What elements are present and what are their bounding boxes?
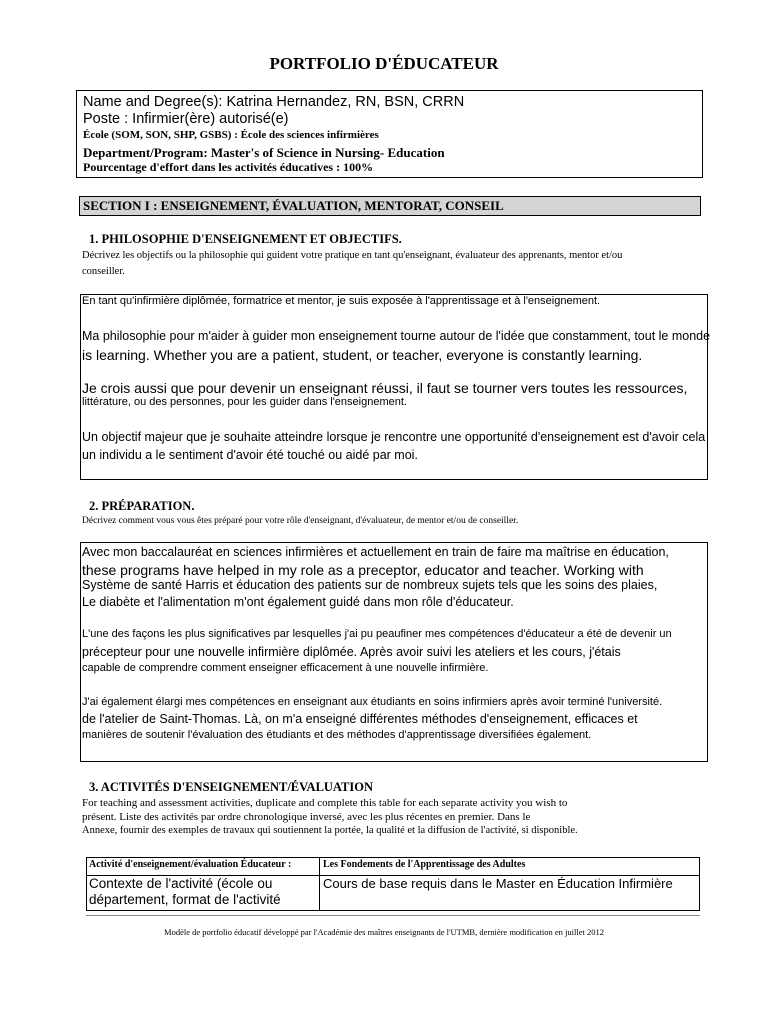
preparation-line: de l'atelier de Saint-Thomas. Là, on m'a enseigné différentes méthodes d'enseignement, efficaces et	[82, 712, 638, 726]
philosophy-line: Un objectif majeur que je souhaite atteindre lorsque je rencontre une opportunité d'enseignement est d'avoir cela	[82, 430, 706, 444]
philosophy-line: Je crois aussi que pour devenir un enseignant réussi, il faut se tourner vers toutes les ressources,	[82, 380, 688, 396]
page-title: PORTFOLIO D'ÉDUCATEUR	[269, 54, 499, 73]
table-cell-right: Cours de base requis dans le Master en Éducation Infirmière	[323, 876, 673, 891]
preparation-line: capable de comprendre comment enseigner efficacement à une nouvelle infirmière.	[82, 662, 489, 674]
preparation-line: Avec mon baccalauréat en sciences infirmières et actuellement en train de faire ma maîtrise en éducation,	[82, 545, 669, 559]
preparation-heading: 2. PRÉPARATION.	[89, 499, 195, 513]
philosophy-text-box	[80, 294, 711, 480]
preparation-text-box	[80, 542, 708, 762]
philosophy-line: Ma philosophie pour m'aider à guider mon enseignement tourne autour de l'idée que constamment, tout le monde	[82, 329, 711, 343]
preparation-line: Le diabète et l'alimentation m'ont également guidé dans mon rôle d'éducateur.	[82, 595, 514, 609]
footer-divider	[86, 915, 700, 916]
section-1-title: SECTION I : ENSEIGNEMENT, ÉVALUATION, MENTORAT, CONSEIL	[79, 196, 701, 216]
table-cell-left-line: Contexte de l'activité (école ou	[89, 876, 273, 891]
poste: Poste : Infirmier(ère) autorisé(e)	[83, 111, 289, 127]
activities-instructions-3: Annexe, fournir des exemples de travaux qui soutiennent la portée, la qualité et la diffusion de l'activité, si disponible.	[82, 825, 578, 836]
preparation-line: these programs have helped in my role as a preceptor, educator and teacher. Working with	[82, 562, 644, 578]
preparation-line: L'une des façons les plus significatives par lesquelles j'ai pu peaufiner mes compétences d'éducateur a été de devenir un	[82, 628, 672, 640]
philosophy-instructions-2: conseiller.	[82, 266, 125, 277]
activity-table	[86, 857, 700, 911]
department-program: Department/Program: Master's of Science in Nursing- Education	[83, 145, 445, 160]
table-cell-left-line: département, format de l'activité	[89, 892, 281, 907]
preparation-line: J'ai également élargi mes compétences en enseignant aux étudiants en soins infirmiers après avoir terminé l'université.	[82, 696, 663, 708]
page-footer: Modèle de portfolio éducatif développé par l'Académie des maîtres enseignants de l'UTMB, dernière modification en juillet 2012	[164, 927, 604, 937]
preparation-instructions: Décrivez comment vous vous êtes préparé pour votre rôle d'enseignant, d'évaluateur, de mentor et/ou de conseiller.	[82, 516, 519, 526]
philosophy-line: En tant qu'infirmière diplômée, formatrice et mentor, je suis exposée à l'apprentissage et à l'enseignement.	[82, 295, 601, 307]
philosophy-line: littérature, ou des personnes, pour les guider dans l'enseignement.	[82, 396, 407, 408]
philosophy-heading: 1. PHILOSOPHIE D'ENSEIGNEMENT ET OBJECTIFS.	[89, 232, 402, 246]
preparation-line: Système de santé Harris et éducation des patients sur de nombreux sujets tels que les soins des plaies,	[82, 578, 658, 592]
educator-info-box	[76, 90, 703, 178]
preparation-line: précepteur pour une nouvelle infirmière diplômée. Après avoir suivi les ateliers et les cours, j'étais	[82, 645, 621, 659]
philosophy-instructions-1: Décrivez les objectifs ou la philosophie qui guident votre pratique en tant qu'enseignant, évaluateur des apprenants, mentor et/ou	[82, 250, 623, 261]
philosophy-line: un individu a le sentiment d'avoir été touché ou aidé par moi.	[82, 448, 418, 462]
preparation-line: manières de soutenir l'évaluation des étudiants et des méthodes d'apprentissage diversifiées également.	[82, 729, 592, 741]
activities-instructions-2: présent. Liste des activités par ordre chronologique inversé, avec les plus récentes en premier. Dans le	[82, 811, 531, 823]
ecole: École (SOM, SON, SHP, GSBS) : École des sciences infirmières	[83, 129, 379, 141]
table-header-right: Les Fondements de l'Apprentissage des Adultes	[323, 859, 526, 870]
activities-instructions-1: For teaching and assessment activities, duplicate and complete this table for each separate activity you wish to	[82, 797, 568, 809]
activities-heading: 3. ACTIVITÉS D'ENSEIGNEMENT/ÉVALUATION	[89, 780, 373, 794]
effort-percentage: Pourcentage d'effort dans les activités éducatives : 100%	[83, 160, 374, 174]
table-header-left: Activité d'enseignement/évaluation Éducateur :	[89, 859, 292, 870]
philosophy-line: is learning. Whether you are a patient, student, or teacher, everyone is constantly learning.	[82, 347, 643, 363]
name-degrees: Name and Degree(s): Katrina Hernandez, RN, BSN, CRRN	[83, 94, 465, 110]
